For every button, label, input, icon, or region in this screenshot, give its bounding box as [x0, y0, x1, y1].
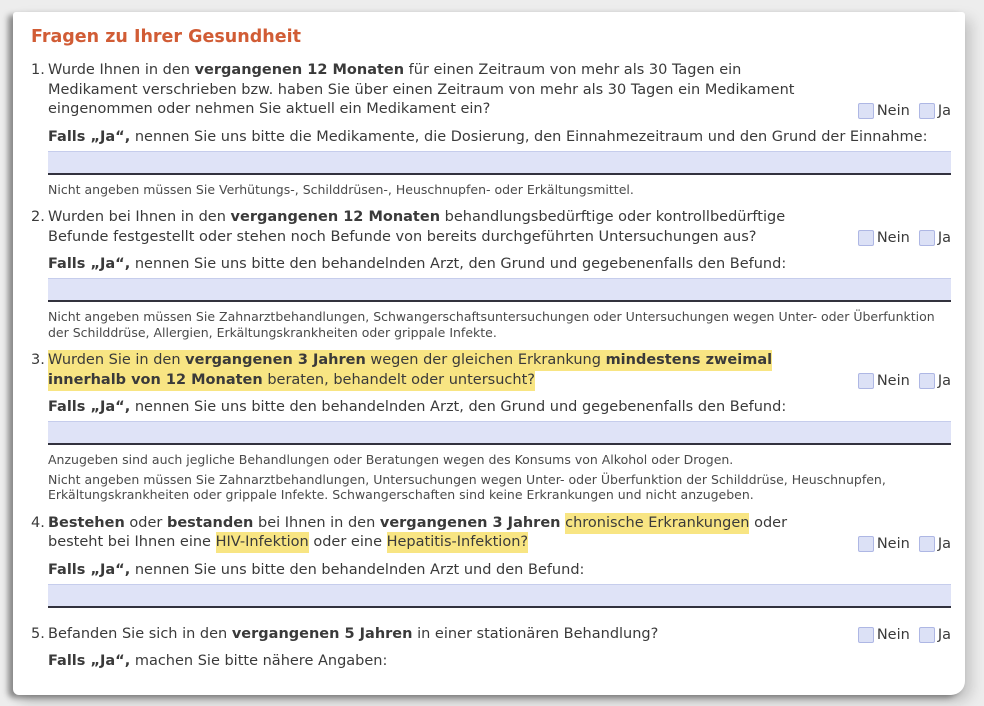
checkbox-ja-q5[interactable]	[919, 627, 935, 643]
answer-group-q5	[858, 627, 951, 644]
answer-option-nein-q5	[858, 627, 910, 643]
inclusion-note-q3: Anzugeben sind auch jegliche Behandlungen oder Beratungen wegen des Konsums von Alkohol oder Drogen.	[48, 452, 734, 467]
question-number-1: 1.	[31, 62, 45, 78]
page-title: Fragen zu Ihrer Gesundheit	[31, 27, 301, 47]
question-text-1: Wurde Ihnen in den vergangenen 12 Monaten für einen Zeitraum von mehr als 30 Tagen ein Medikament verschrieben bzw. haben Sie über einen Zeitraum von mehr als 30 Tagen ein Medikament eingenommen oder nehmen Sie aktuell ein Medikament ein?	[48, 62, 795, 117]
falls-ja-instruction-q3: Falls „Ja“, nennen Sie uns bitte den behandelnden Arzt, den Grund und gegebenenfalls den Befund:	[48, 399, 787, 415]
falls-ja-instruction-q4: Falls „Ja“, nennen Sie uns bitte den behandelnden Arzt und den Befund:	[48, 561, 585, 578]
checkbox-nein-q1[interactable]	[858, 103, 874, 119]
checkbox-nein-q3[interactable]	[858, 373, 874, 389]
question-text-4: Bestehen oder bestanden bei Ihnen in den vergangenen 3 Jahren chronische Erkrankungen oder besteht bei Ihnen eine HIV-Infektion oder eine Hepatitis-Infektion?	[48, 514, 823, 553]
answer-option-ja-q1	[919, 103, 951, 119]
exclusion-note-q1: Nicht angeben müssen Sie Verhütungs-, Schilddrüsen-, Heuschnupfen- oder Erkältungsmittel.	[48, 181, 634, 197]
checkbox-ja-q1[interactable]	[919, 103, 935, 119]
answer-label-nein-q2: Nein	[876, 230, 910, 246]
checkbox-nein-q4[interactable]	[858, 536, 874, 552]
question-block-1	[31, 61, 951, 197]
question-text-2: Wurden bei Ihnen in den vergangenen 12 Monaten behandlungsbedürftige oder kontrollbedürftige Befunde festgestellt oder stehen noch Befunde von bereits durchgeführten Untersuchungen aus?	[48, 209, 786, 245]
answer-label-nein-q4: Nein	[876, 535, 910, 552]
findings-details-input-q3[interactable]	[48, 421, 951, 445]
falls-ja-instruction-q1: Falls „Ja“, nennen Sie uns bitte die Medikamente, die Dosierung, den Einnahmezeitraum und den Grund der Einnahme:	[48, 128, 928, 145]
answer-option-nein-q2	[858, 230, 910, 246]
question-block-4	[31, 514, 951, 608]
answer-label-ja-q2: Ja	[937, 230, 951, 246]
answer-option-nein-q4	[858, 536, 910, 552]
answer-group-q4	[858, 536, 951, 553]
answer-group-q3	[858, 373, 951, 390]
answer-option-ja-q4	[919, 536, 951, 552]
question-number-5: 5.	[31, 625, 45, 642]
question-block-3	[31, 351, 951, 503]
answer-label-nein-q1: Nein	[876, 102, 910, 119]
answer-label-ja-q5: Ja	[937, 627, 951, 643]
answer-option-ja-q5	[919, 627, 951, 643]
findings-details-input-q2[interactable]	[48, 278, 951, 302]
answer-option-ja-q2	[919, 230, 951, 246]
answer-label-nein-q5: Nein	[876, 627, 910, 643]
page-content	[13, 12, 965, 671]
checkbox-ja-q4[interactable]	[919, 536, 935, 552]
checkbox-nein-q5[interactable]	[858, 627, 874, 643]
question-number-3: 3.	[31, 352, 45, 368]
checkbox-nein-q2[interactable]	[858, 230, 874, 246]
answer-option-ja-q3	[919, 373, 951, 389]
answer-label-ja-q4: Ja	[937, 535, 951, 552]
checkbox-ja-q3[interactable]	[919, 373, 935, 389]
answer-option-nein-q3	[858, 373, 910, 389]
answer-label-ja-q1: Ja	[937, 102, 951, 119]
findings-details-input-q4[interactable]	[48, 584, 951, 608]
health-questionnaire-page	[13, 12, 965, 695]
exclusion-note-q3: Nicht angeben müssen Sie Zahnarztbehandlungen, Untersuchungen wegen Unter- oder Überfunktion der Schilddrüse, Heuschnupfen, Erkältungskrankheiten oder grippale Infekte. Schwangerschaften sind keine Erkrankungen und nicht anzugeben.	[48, 471, 886, 502]
question-block-2	[31, 208, 951, 340]
falls-ja-instruction-q5: Falls „Ja“, machen Sie bitte nähere Angaben:	[48, 653, 388, 669]
medication-details-input-q1[interactable]	[48, 151, 951, 175]
question-number-2: 2.	[31, 209, 45, 225]
answer-group-q1	[858, 103, 951, 120]
checkbox-ja-q2[interactable]	[919, 230, 935, 246]
answer-option-nein-q1	[858, 103, 910, 119]
answer-label-ja-q3: Ja	[937, 373, 951, 389]
falls-ja-instruction-q2: Falls „Ja“, nennen Sie uns bitte den behandelnden Arzt, den Grund und gegebenenfalls den Befund:	[48, 256, 787, 272]
question-text-3: Wurden Sie in den vergangenen 3 Jahren wegen der gleichen Erkrankung mindestens zweimal innerhalb von 12 Monaten beraten, behandelt oder untersucht?	[48, 351, 823, 390]
question-block-5	[31, 625, 951, 672]
answer-label-nein-q3: Nein	[876, 373, 910, 389]
exclusion-note-q2: Nicht angeben müssen Sie Zahnarztbehandlungen, Schwangerschaftsuntersuchungen oder Untersuchungen wegen Unter- oder Überfunktion der Schilddrüse, Allergien, Erkältungskrankheiten oder grippale Infekte.	[48, 309, 935, 340]
question-number-4: 4.	[31, 514, 45, 531]
answer-group-q2	[858, 230, 951, 247]
question-text-5: Befanden Sie sich in den vergangenen 5 Jahren in einer stationären Behandlung?	[48, 625, 659, 642]
